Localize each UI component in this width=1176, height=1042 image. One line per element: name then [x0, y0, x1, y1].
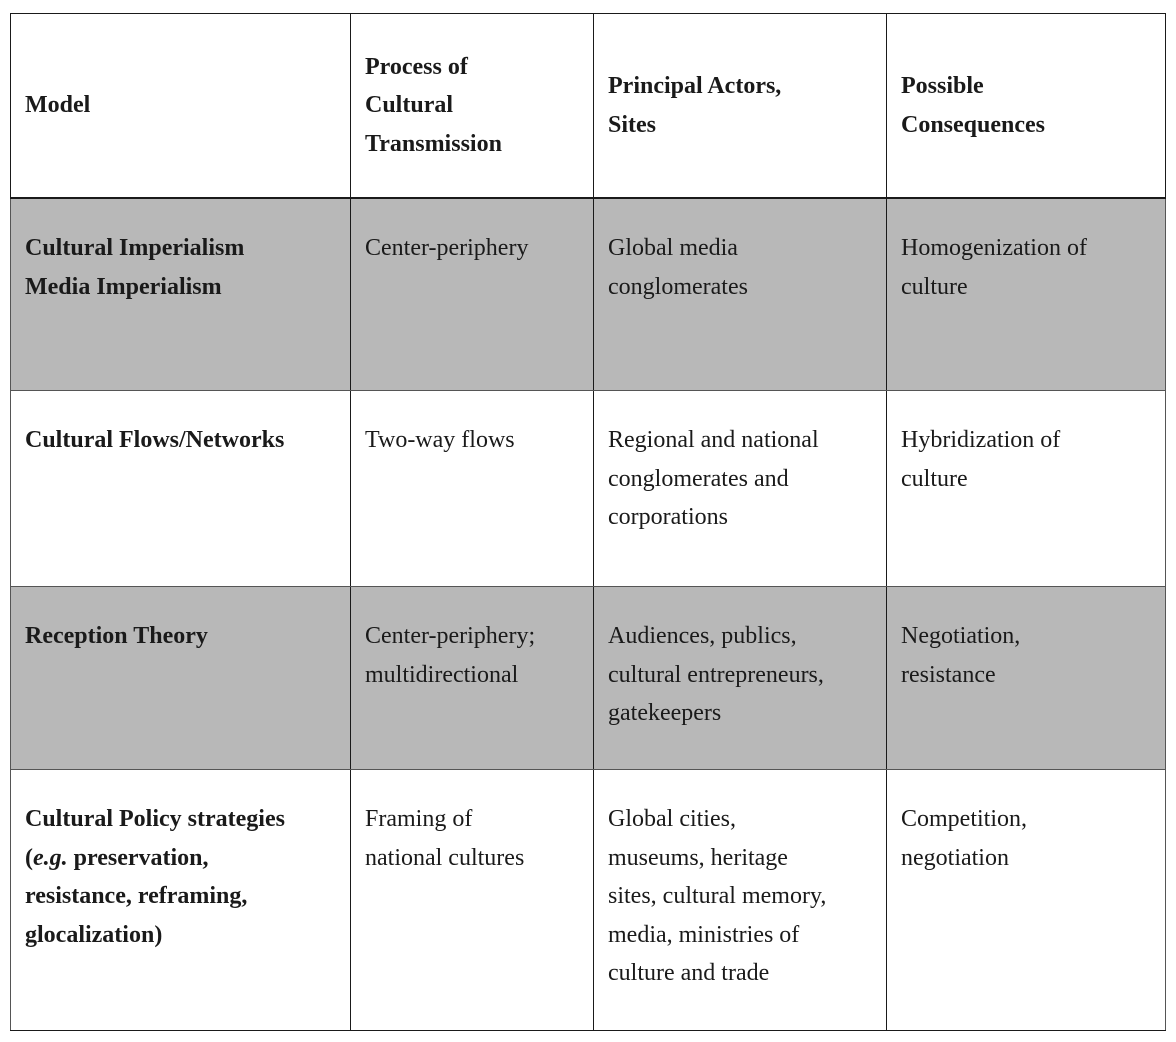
model-cell: Cultural Imperialism Media Imperialism [11, 198, 351, 391]
process-cell: Two-way flows [351, 391, 594, 587]
process-cell: Center-periphery [351, 198, 594, 391]
table-row [11, 587, 1166, 770]
table-row [11, 391, 1166, 587]
actors-cell: Global media conglomerates [594, 198, 887, 391]
process-cell: Framing of national cultures [351, 770, 594, 1031]
header-actors: Principal Actors, Sites [594, 14, 887, 199]
consequences-cell: Competition, negotiation [887, 770, 1166, 1031]
eg-abbreviation: e.g. [33, 844, 68, 871]
table-header-row [11, 14, 1166, 199]
consequences-cell: Negotiation, resistance [887, 587, 1166, 770]
header-consequences: Possible Consequences [887, 14, 1166, 199]
process-cell: Center-periphery; multidirectional [351, 587, 594, 770]
model-cell-eg-line: (e.g. preservation, [25, 844, 209, 871]
model-cell: Cultural Policy strategies (e.g. preservation, resistance, reframing, glocalization) [11, 770, 351, 1031]
actors-cell: Global cities, museums, heritage sites, cultural memory, media, ministries of culture and trade [594, 770, 887, 1031]
cultural-models-table [10, 13, 1166, 1031]
model-cell: Reception Theory [11, 587, 351, 770]
header-process: Process of Cultural Transmission [351, 14, 594, 199]
table-row [11, 198, 1166, 391]
actors-cell: Regional and national conglomerates and corporations [594, 391, 887, 587]
consequences-cell: Hybridization of culture [887, 391, 1166, 587]
actors-cell: Audiences, publics, cultural entrepreneurs, gatekeepers [594, 587, 887, 770]
consequences-cell: Homogenization of culture [887, 198, 1166, 391]
table-row [11, 770, 1166, 1031]
header-model: Model [11, 14, 351, 199]
model-cell: Cultural Flows/Networks [11, 391, 351, 587]
